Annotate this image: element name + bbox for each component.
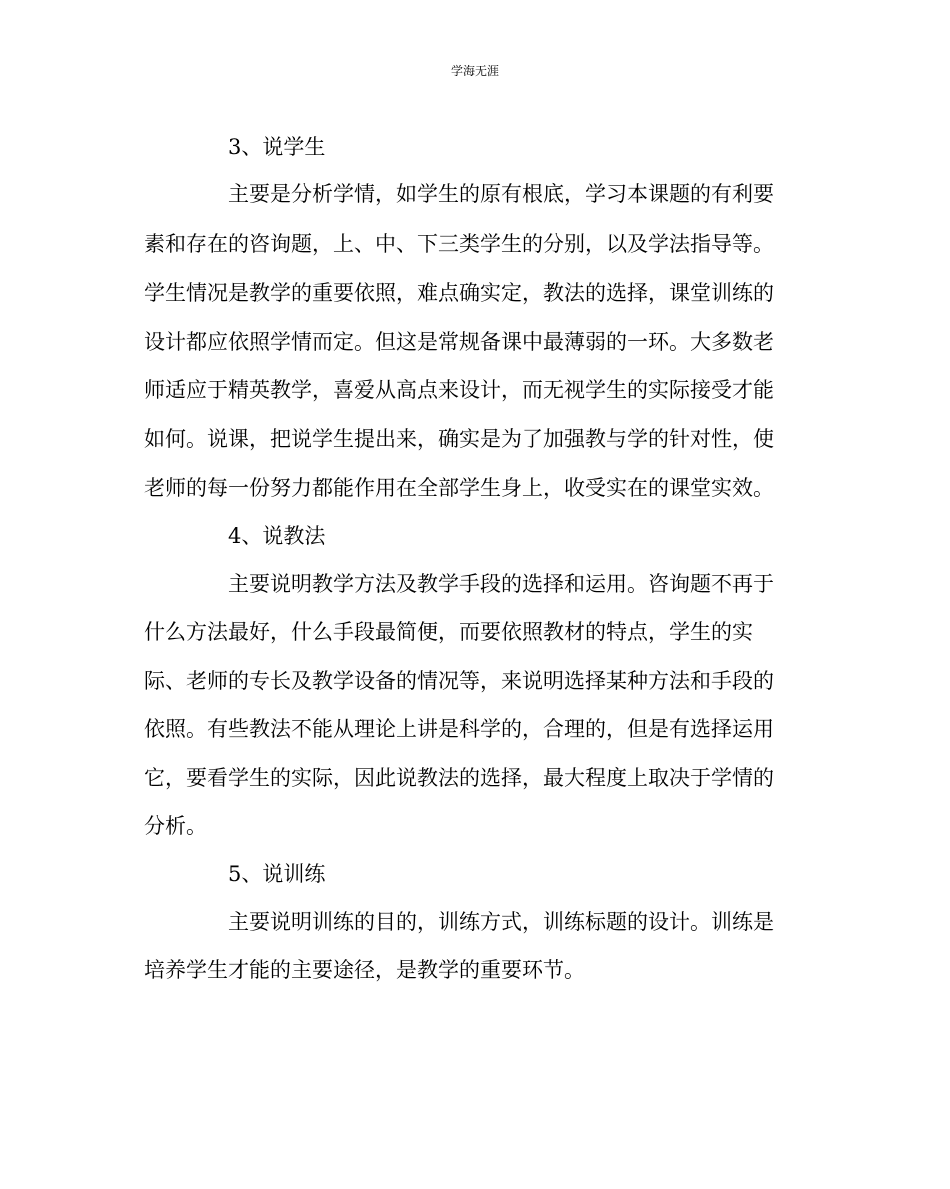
paragraph-line: 素和存在的咨询题，上、中、下三类学生的分别，以及学法指导等。 xyxy=(144,232,774,256)
paragraph-line: 主要是分析学情，如学生的原有根底，学习本课题的有利要 xyxy=(228,182,774,206)
paragraph-line: 老师的每一份努力都能作用在全部学生身上，收受实在的课堂实效。 xyxy=(144,476,774,500)
paragraph-line: 设计都应依照学情而定。但这是常规备课中最薄弱的一环。大多数老 xyxy=(144,330,774,354)
page-header: 学海无涯 xyxy=(450,64,499,78)
paragraph-line: 际、老师的专长及教学设备的情况等，来说明选择某种方法和手段的 xyxy=(144,669,774,693)
paragraph-line: 主要说明教学方法及教学手段的选择和运用。咨询题不再于 xyxy=(228,572,774,596)
section-heading-5: 5、说训练 xyxy=(228,862,326,886)
paragraph-line: 分析。 xyxy=(144,814,207,838)
section-heading-4: 4、说教法 xyxy=(228,524,326,548)
paragraph-line: 主要说明训练的目的，训练方式，训练标题的设计。训练是 xyxy=(228,910,774,934)
paragraph-line: 培养学生才能的主要途径，是教学的重要环节。 xyxy=(144,958,585,982)
paragraph-line: 它，要看学生的实际，因此说教法的选择，最大程度上取决于学情的 xyxy=(144,766,774,790)
paragraph-line: 什么方法最好，什么手段最简便，而要依照教材的特点，学生的实 xyxy=(144,620,753,644)
paragraph-line: 师适应于精英教学，喜爱从高点来设计，而无视学生的实际接受才能 xyxy=(144,378,774,402)
paragraph-line: 学生情况是教学的重要依照，难点确实定，教法的选择，课堂训练的 xyxy=(144,281,774,305)
paragraph-line: 依照。有些教法不能从理论上讲是科学的，合理的，但是有选择运用 xyxy=(144,717,774,741)
section-heading-3: 3、说学生 xyxy=(228,135,326,159)
paragraph-line: 如何。说课，把说学生提出来，确实是为了加强教与学的针对性，使 xyxy=(144,427,774,451)
